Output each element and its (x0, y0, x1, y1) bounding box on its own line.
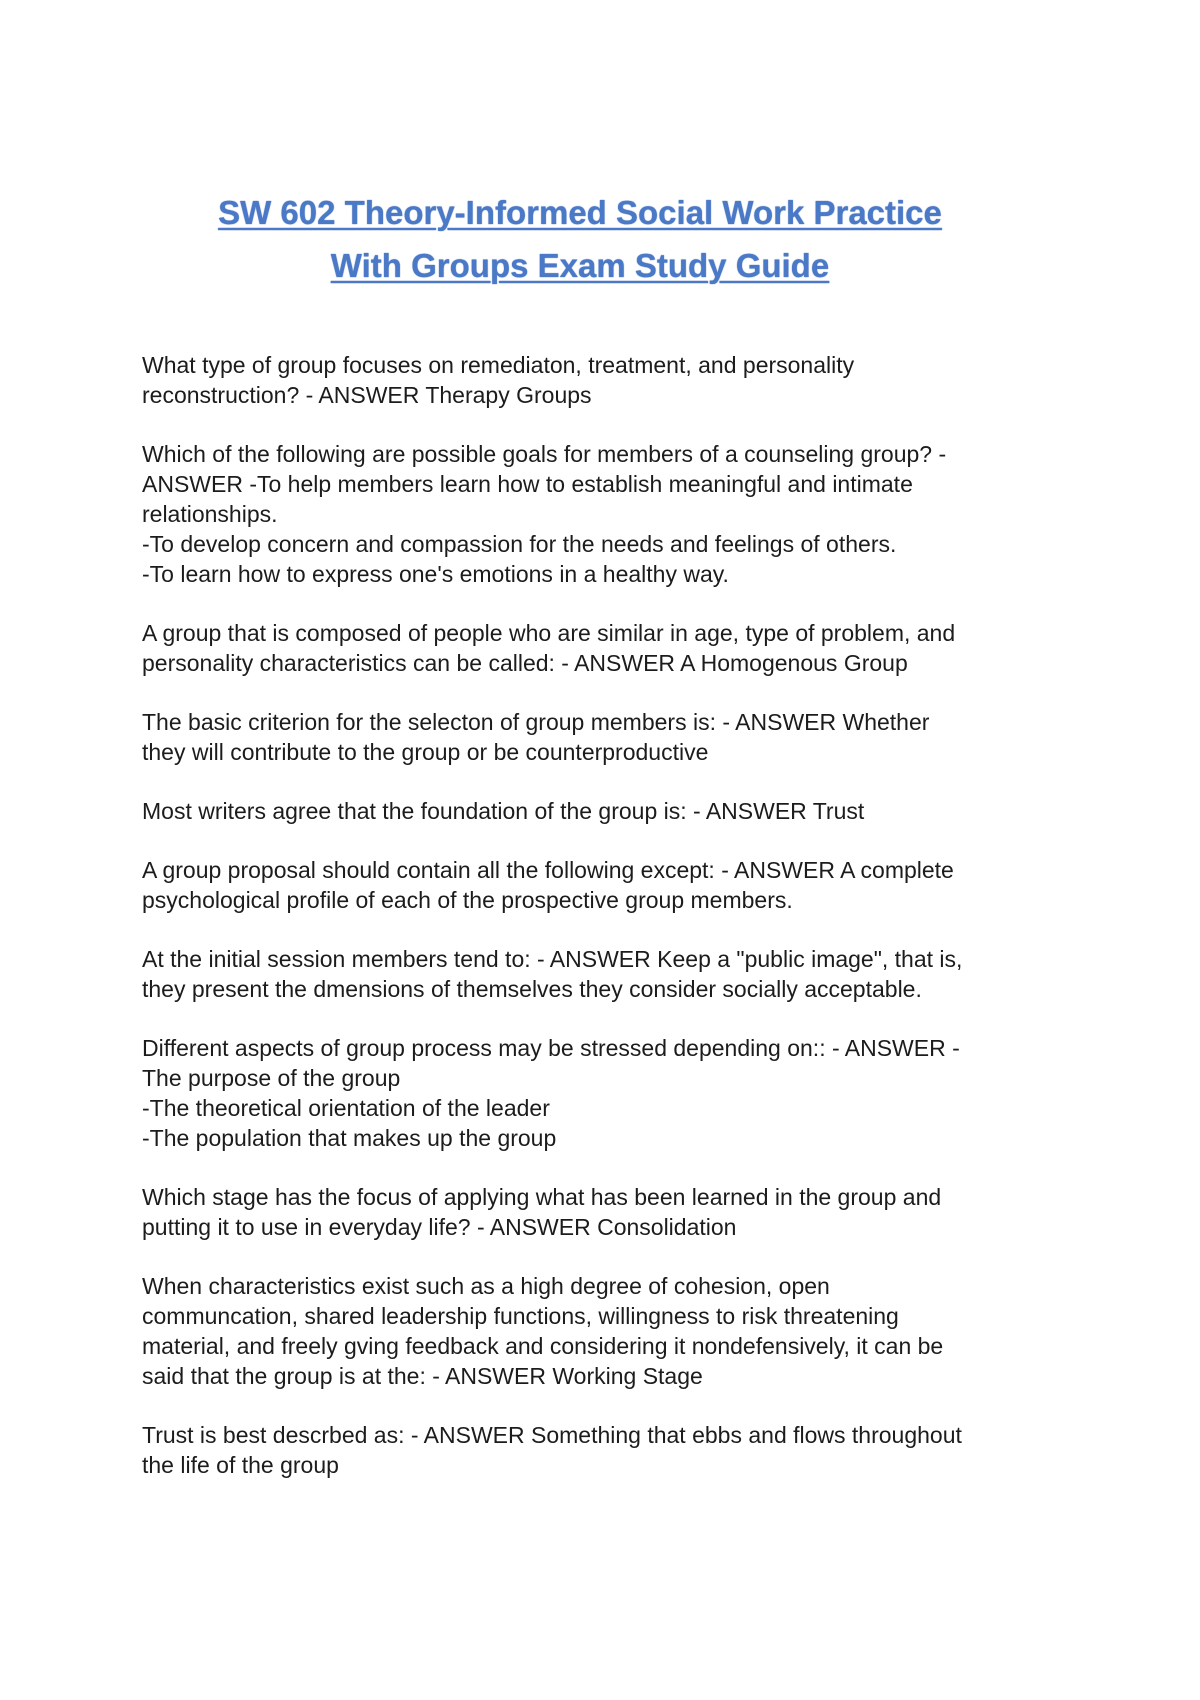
qa-item-3 (142, 618, 1072, 678)
qa-line: At the initial session members tend to: - ANSWER Keep a "public image", that is, (142, 946, 963, 972)
qa-line: reconstruction? - ANSWER Therapy Groups (142, 382, 592, 408)
qa-text (142, 707, 1072, 767)
qa-line: Which of the following are possible goals for members of a counseling group? - (142, 441, 947, 467)
qa-line: Which stage has the focus of applying what has been learned in the group and (142, 1184, 942, 1210)
qa-line: Trust is best descrbed as: - ANSWER Something that ebbs and flows throughout (142, 1422, 962, 1448)
qa-line: the life of the group (142, 1452, 339, 1478)
qa-line: -To develop concern and compassion for the needs and feelings of others. (142, 531, 897, 557)
qa-line: -The population that makes up the group (142, 1125, 557, 1151)
qa-text (142, 855, 1072, 915)
qa-line: Different aspects of group process may be stressed depending on:: - ANSWER - (142, 1035, 960, 1061)
qa-item-11 (142, 1420, 1072, 1480)
qa-line: said that the group is at the: - ANSWER Working Stage (142, 1363, 703, 1389)
qa-line: Most writers agree that the foundation of the group is: - ANSWER Trust (142, 798, 865, 824)
qa-line: they present the dmensions of themselves they consider socially acceptable. (142, 976, 922, 1002)
qa-item-5 (142, 796, 1072, 826)
title-line-1: SW 602 Theory-Informed Social Work Practice (218, 194, 942, 231)
qa-text (142, 439, 1072, 589)
qa-text (142, 1182, 1072, 1242)
qa-item-1 (142, 350, 1072, 410)
qa-item-9 (142, 1182, 1072, 1242)
qa-text (142, 350, 1072, 410)
qa-text (142, 944, 1072, 1004)
qa-text (142, 796, 1072, 826)
qa-line: material, and freely gving feedback and considering it nondefensively, it can be (142, 1333, 944, 1359)
qa-item-6 (142, 855, 1072, 915)
qa-line: The purpose of the group (142, 1065, 401, 1091)
qa-line: What type of group focuses on remediaton, treatment, and personality (142, 352, 855, 378)
document-title (140, 186, 1020, 292)
qa-item-2 (142, 439, 1072, 589)
qa-line: psychological profile of each of the prospective group members. (142, 887, 793, 913)
qa-text (142, 1033, 1072, 1153)
qa-item-8 (142, 1033, 1072, 1153)
qa-text (142, 1271, 1072, 1391)
qa-line: ANSWER -To help members learn how to establish meaningful and intimate (142, 471, 913, 497)
qa-text (142, 618, 1072, 678)
qa-line: -The theoretical orientation of the leader (142, 1095, 550, 1121)
qa-line: When characteristics exist such as a high degree of cohesion, open (142, 1273, 830, 1299)
qa-line: relationships. (142, 501, 278, 527)
qa-line: A group that is composed of people who are similar in age, type of problem, and (142, 620, 956, 646)
qa-line: they will contribute to the group or be counterproductive (142, 739, 709, 765)
qa-item-7 (142, 944, 1072, 1004)
qa-line: personality characteristics can be called: - ANSWER A Homogenous Group (142, 650, 908, 676)
qa-line: putting it to use in everyday life? - ANSWER Consolidation (142, 1214, 737, 1240)
qa-line: -To learn how to express one's emotions in a healthy way. (142, 561, 729, 587)
qa-item-10 (142, 1271, 1072, 1391)
qa-text (142, 1420, 1072, 1480)
qa-list (142, 350, 1072, 1509)
qa-line: A group proposal should contain all the following except: - ANSWER A complete (142, 857, 954, 883)
qa-line: communcation, shared leadership functions, willingness to risk threatening (142, 1303, 899, 1329)
qa-line: The basic criterion for the selecton of group members is: - ANSWER Whether (142, 709, 930, 735)
qa-item-4 (142, 707, 1072, 767)
title-line-2: With Groups Exam Study Guide (330, 247, 830, 284)
